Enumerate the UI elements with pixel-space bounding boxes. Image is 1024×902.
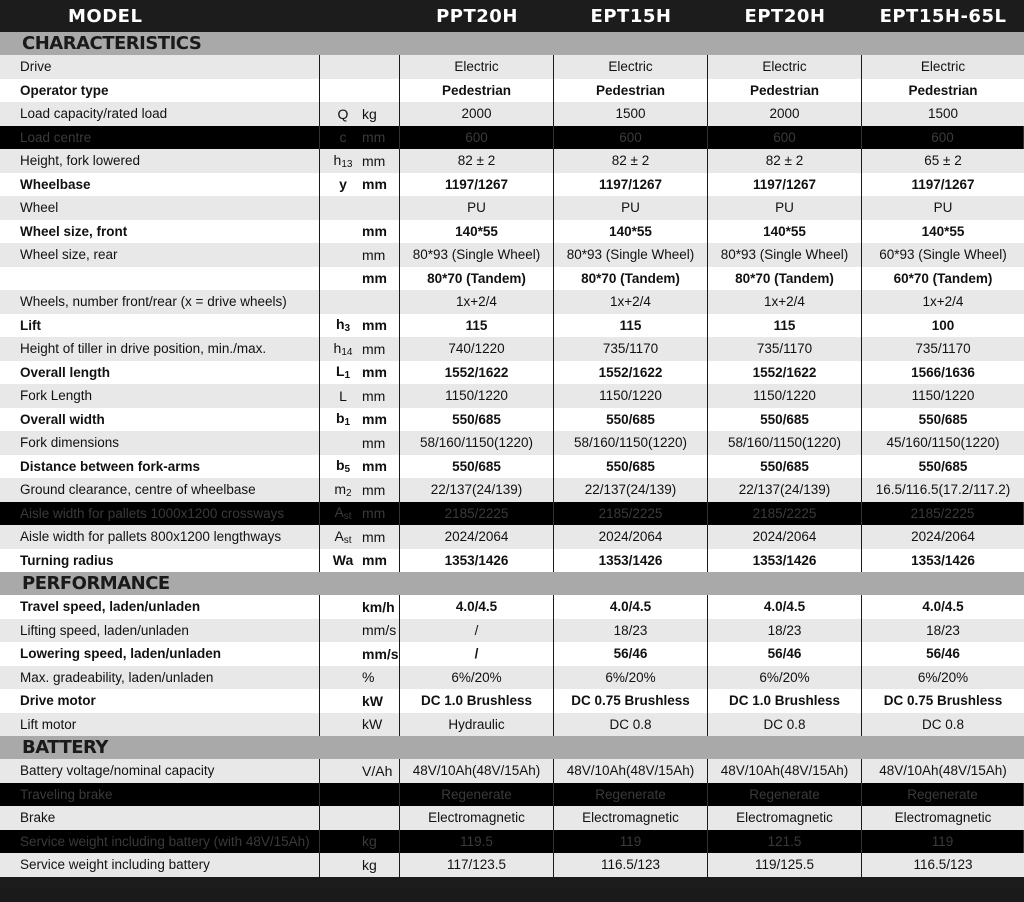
cell-value: 1197/1267 bbox=[554, 173, 708, 197]
row-label: Load capacity/rated load bbox=[0, 102, 320, 126]
cell-value: 22/137(24/139) bbox=[554, 478, 708, 502]
cell-value: 115 bbox=[708, 314, 862, 338]
cell-value: 2000 bbox=[708, 102, 862, 126]
row-unit bbox=[320, 126, 400, 150]
row-unit bbox=[320, 149, 400, 173]
cell-value: Electric bbox=[708, 55, 862, 79]
table-row bbox=[0, 689, 1024, 713]
cell-value: 550/685 bbox=[400, 408, 554, 432]
row-label: Height, fork lowered bbox=[0, 149, 320, 173]
row-unit bbox=[320, 102, 400, 126]
cell-value: 1150/1220 bbox=[400, 384, 554, 408]
row-symbol: $h_{13}$ bbox=[333, 151, 353, 170]
cell-value: 1552/1622 bbox=[400, 361, 554, 385]
row-label: Battery voltage/nominal capacity bbox=[0, 759, 320, 783]
table-row bbox=[0, 783, 1024, 807]
cell-value: 735/1170 bbox=[915, 341, 971, 357]
row-label: Wheel bbox=[0, 196, 320, 220]
table-row bbox=[0, 549, 1024, 573]
cell-value: 119/125.5 bbox=[708, 853, 862, 877]
cell-value: 1150/1220 bbox=[911, 388, 975, 404]
row-unit-text: mm bbox=[362, 528, 386, 545]
cell-value: 82 ± 2 bbox=[708, 149, 862, 173]
table-row bbox=[0, 126, 1024, 150]
footer-bar bbox=[0, 877, 1024, 889]
row-unit-text: V/Ah bbox=[362, 762, 393, 779]
cell-value: 100 bbox=[931, 317, 955, 333]
cell-value: 140*55 bbox=[921, 223, 965, 239]
table-row bbox=[0, 79, 1024, 103]
cell-value: 1566/1636 bbox=[911, 364, 975, 380]
cell-value: 4.0/4.5 bbox=[554, 595, 708, 619]
row-unit bbox=[320, 290, 400, 314]
table-header bbox=[0, 0, 1024, 32]
row-unit-text: mm bbox=[362, 364, 387, 381]
row-unit bbox=[320, 713, 400, 737]
cell-value: 80*70 (Tandem) bbox=[400, 267, 554, 291]
cell-value: PU bbox=[708, 196, 862, 220]
cell-value: Regenerate bbox=[708, 783, 862, 807]
cell-value: DC 0.8 bbox=[708, 713, 862, 737]
cell-value: 2024/2064 bbox=[708, 525, 862, 549]
cell-value: 6%/20% bbox=[708, 666, 862, 690]
cell-value: 22/137(24/139) bbox=[708, 478, 862, 502]
row-label: Ground clearance, centre of wheelbase bbox=[0, 478, 320, 502]
cell-value: 116.5/123 bbox=[554, 853, 708, 877]
table-row bbox=[0, 220, 1024, 244]
cell-value: PU bbox=[554, 196, 708, 220]
cell-value: Electromagnetic bbox=[400, 806, 554, 830]
cell-value: 6%/20% bbox=[917, 669, 969, 685]
cell-value: 65 ± 2 bbox=[924, 153, 962, 169]
cell-value: 18/23 bbox=[554, 619, 708, 643]
cell-value: 735/1170 bbox=[708, 337, 862, 361]
cell-value: 2024/2064 bbox=[400, 525, 554, 549]
cell-value: 1197/1267 bbox=[911, 176, 975, 192]
row-unit-text: mm bbox=[362, 505, 386, 522]
row-unit bbox=[320, 173, 400, 197]
cell-value: PU bbox=[400, 196, 554, 220]
row-unit bbox=[320, 455, 400, 479]
cell-value: 82 ± 2 bbox=[400, 149, 554, 173]
cell-value: Electric bbox=[400, 55, 554, 79]
section-title: PERFORMANCE bbox=[0, 572, 1024, 595]
row-unit bbox=[320, 619, 400, 643]
cell-value: DC 0.75 Brushless bbox=[883, 693, 1003, 709]
cell-value: 56/46 bbox=[708, 642, 862, 666]
table-row bbox=[0, 337, 1024, 361]
row-label: Wheelbase bbox=[0, 173, 320, 197]
cell-value: 735/1170 bbox=[554, 337, 708, 361]
row-unit-text: mm/s bbox=[362, 622, 397, 639]
model-heading: MODEL bbox=[68, 5, 143, 27]
cell-value: DC 0.8 bbox=[554, 713, 708, 737]
row-label: Lift motor bbox=[0, 713, 320, 737]
row-label: Drive motor bbox=[0, 689, 320, 713]
row-unit-text: kW bbox=[362, 716, 383, 733]
cell-value: 2000 bbox=[400, 102, 554, 126]
cell-value: 550/685 bbox=[400, 455, 554, 479]
row-unit bbox=[320, 595, 400, 619]
cell-value: / bbox=[400, 642, 554, 666]
cell-value: DC 1.0 Brushless bbox=[708, 689, 862, 713]
cell-value: Electric bbox=[554, 55, 708, 79]
row-symbol: $m_2$ bbox=[334, 480, 352, 499]
cell-value: DC 1.0 Brushless bbox=[400, 689, 554, 713]
table-row bbox=[0, 243, 1024, 267]
row-unit-text: mm bbox=[362, 270, 387, 287]
cell-value: PU bbox=[933, 200, 953, 216]
cell-value: Hydraulic bbox=[400, 713, 554, 737]
cell-value: Electromagnetic bbox=[554, 806, 708, 830]
row-label: Service weight including battery bbox=[0, 853, 320, 877]
cell-value: 58/160/1150(1220) bbox=[708, 431, 862, 455]
row-symbol: $A_{st}$ bbox=[334, 504, 352, 523]
model-col-1: PPT20H bbox=[436, 5, 518, 27]
row-unit bbox=[320, 666, 400, 690]
row-label: Overall width bbox=[0, 408, 320, 432]
table-row bbox=[0, 619, 1024, 643]
table-row bbox=[0, 173, 1024, 197]
row-unit bbox=[320, 642, 400, 666]
row-symbol: L bbox=[339, 387, 347, 404]
cell-value: 80*70 (Tandem) bbox=[554, 267, 708, 291]
row-unit-text: mm bbox=[362, 246, 386, 263]
row-label: Aisle width for pallets 1000x1200 crossways bbox=[0, 502, 320, 526]
row-symbol: $h_{14}$ bbox=[333, 339, 353, 358]
row-symbol: $b_5$ bbox=[335, 457, 351, 476]
row-label: Travel speed, laden/unladen bbox=[0, 595, 320, 619]
cell-value: 1197/1267 bbox=[708, 173, 862, 197]
row-unit bbox=[320, 853, 400, 877]
row-unit bbox=[320, 408, 400, 432]
row-unit-text: % bbox=[362, 669, 375, 686]
cell-value: 18/23 bbox=[926, 622, 960, 638]
cell-value: 80*93 (Single Wheel) bbox=[400, 243, 554, 267]
model-col-2: EPT15H bbox=[590, 5, 672, 27]
cell-value: 600 bbox=[862, 126, 1024, 150]
row-symbol: Wa bbox=[332, 552, 354, 569]
table-row bbox=[0, 759, 1024, 783]
row-unit bbox=[320, 689, 400, 713]
cell-value: 2185/2225 bbox=[400, 502, 554, 526]
row-label: Brake bbox=[0, 806, 320, 830]
row-symbol: $L_1$ bbox=[335, 363, 351, 382]
row-unit-text: mm bbox=[362, 458, 387, 475]
cell-value: 16.5/116.5(17.2/117.2) bbox=[875, 482, 1011, 498]
cell-value: 48V/10Ah(48V/15Ah) bbox=[400, 759, 554, 783]
cell-value: Electromagnetic bbox=[708, 806, 862, 830]
row-label: Distance between fork-arms bbox=[0, 455, 320, 479]
table-row bbox=[0, 525, 1024, 549]
table-row bbox=[0, 830, 1024, 854]
cell-value: 1150/1220 bbox=[708, 384, 862, 408]
cell-value: 1552/1622 bbox=[708, 361, 862, 385]
cell-value: 550/685 bbox=[554, 408, 708, 432]
cell-value: 80*93 (Single Wheel) bbox=[708, 243, 862, 267]
cell-value: 60*70 (Tandem) bbox=[893, 270, 993, 286]
cell-value: 48V/10Ah(48V/15Ah) bbox=[708, 759, 862, 783]
cell-value: 140*55 bbox=[554, 220, 708, 244]
cell-value: 18/23 bbox=[708, 619, 862, 643]
cell-value: 60*93 (Single Wheel) bbox=[879, 247, 1007, 263]
cell-value: 1x+2/4 bbox=[554, 290, 708, 314]
row-unit-text: kg bbox=[362, 856, 377, 873]
row-unit bbox=[320, 196, 400, 220]
cell-value: 1353/1426 bbox=[911, 552, 975, 568]
table-row bbox=[0, 666, 1024, 690]
row-label: Wheel size, front bbox=[0, 220, 320, 244]
cell-value: 6%/20% bbox=[554, 666, 708, 690]
row-unit bbox=[320, 220, 400, 244]
table-row bbox=[0, 431, 1024, 455]
cell-value: 550/685 bbox=[708, 455, 862, 479]
cell-value: 2024/2064 bbox=[554, 525, 708, 549]
row-label: Service weight including battery (with 48V/15Ah) bbox=[0, 830, 320, 854]
cell-value: 550/685 bbox=[708, 408, 862, 432]
row-unit-text: mm bbox=[362, 152, 386, 169]
row-label: Traveling brake bbox=[0, 783, 320, 807]
row-label: Operator type bbox=[0, 79, 320, 103]
table-row bbox=[0, 149, 1024, 173]
cell-value: Pedestrian bbox=[708, 79, 862, 103]
row-label: Aisle width for pallets 800x1200 lengthways bbox=[0, 525, 320, 549]
row-label: Wheels, number front/rear (x = drive wheels) bbox=[0, 290, 320, 314]
table-row bbox=[0, 595, 1024, 619]
row-unit bbox=[320, 806, 400, 830]
table-row bbox=[0, 806, 1024, 830]
table-row bbox=[0, 502, 1024, 526]
row-unit-text: mm bbox=[362, 411, 387, 428]
row-unit-text: mm bbox=[362, 129, 386, 146]
row-unit bbox=[320, 830, 400, 854]
cell-value: 58/160/1150(1220) bbox=[400, 431, 554, 455]
cell-value: 550/685 bbox=[554, 455, 708, 479]
cell-value: Regenerate bbox=[400, 783, 554, 807]
cell-value: 80*70 (Tandem) bbox=[708, 267, 862, 291]
row-unit-text: km/h bbox=[362, 598, 395, 615]
row-symbol: $A_{st}$ bbox=[334, 527, 352, 546]
cell-value: 4.0/4.5 bbox=[708, 595, 862, 619]
row-unit bbox=[320, 337, 400, 361]
row-unit-text: mm bbox=[362, 481, 386, 498]
table-row bbox=[0, 290, 1024, 314]
row-unit-text: kg bbox=[362, 833, 377, 850]
table-row bbox=[0, 384, 1024, 408]
cell-value: 1353/1426 bbox=[400, 549, 554, 573]
row-unit bbox=[320, 361, 400, 385]
row-symbol: $b_1$ bbox=[335, 410, 351, 429]
cell-value: 140*55 bbox=[400, 220, 554, 244]
cell-value: 58/160/1150(1220) bbox=[554, 431, 708, 455]
cell-value: 1353/1426 bbox=[554, 549, 708, 573]
table-body bbox=[0, 32, 1024, 877]
cell-value: 1x+2/4 bbox=[708, 290, 862, 314]
cell-value: Electromagnetic bbox=[894, 810, 992, 826]
row-unit-text: mm bbox=[362, 387, 386, 404]
cell-value: Pedestrian bbox=[908, 82, 978, 98]
row-unit-text: kW bbox=[362, 692, 383, 709]
row-symbol: c bbox=[339, 129, 347, 146]
cell-value: 80*93 (Single Wheel) bbox=[554, 243, 708, 267]
table-row bbox=[0, 713, 1024, 737]
cell-value: 2185/2225 bbox=[862, 502, 1024, 526]
row-unit bbox=[320, 79, 400, 103]
cell-value: 2185/2225 bbox=[554, 502, 708, 526]
cell-value: 1500 bbox=[554, 102, 708, 126]
cell-value: 140*55 bbox=[708, 220, 862, 244]
row-unit-text: mm bbox=[362, 176, 387, 193]
cell-value: 1150/1220 bbox=[554, 384, 708, 408]
cell-value: 740/1220 bbox=[400, 337, 554, 361]
cell-value: DC 0.75 Brushless bbox=[554, 689, 708, 713]
row-unit bbox=[320, 243, 400, 267]
cell-value: 56/46 bbox=[926, 646, 960, 662]
cell-value: Pedestrian bbox=[554, 79, 708, 103]
cell-value: / bbox=[400, 619, 554, 643]
row-unit bbox=[320, 525, 400, 549]
row-label: Wheel size, rear bbox=[0, 243, 320, 267]
row-unit bbox=[320, 267, 400, 291]
cell-value: 56/46 bbox=[554, 642, 708, 666]
model-col-3: EPT20H bbox=[744, 5, 826, 27]
table-row bbox=[0, 102, 1024, 126]
row-label: Fork Length bbox=[0, 384, 320, 408]
cell-value: 119 bbox=[554, 830, 708, 854]
table-row bbox=[0, 455, 1024, 479]
cell-value: 4.0/4.5 bbox=[400, 595, 554, 619]
cell-value: 82 ± 2 bbox=[554, 149, 708, 173]
cell-value: 22/137(24/139) bbox=[400, 478, 554, 502]
row-unit bbox=[320, 55, 400, 79]
cell-value: 45/160/1150(1220) bbox=[886, 435, 1000, 451]
cell-value: 6%/20% bbox=[400, 666, 554, 690]
row-unit-text: mm/s bbox=[362, 645, 399, 662]
row-symbol: Q bbox=[337, 105, 349, 122]
cell-value: 4.0/4.5 bbox=[922, 599, 964, 615]
table-row bbox=[0, 267, 1024, 291]
row-unit bbox=[320, 314, 400, 338]
row-label bbox=[0, 267, 320, 291]
cell-value: 115 bbox=[400, 314, 554, 338]
cell-value: DC 0.8 bbox=[921, 716, 965, 732]
cell-value: 119 bbox=[862, 830, 1024, 854]
cell-value: 48V/10Ah(48V/15Ah) bbox=[554, 759, 708, 783]
cell-value: 1x+2/4 bbox=[922, 294, 964, 310]
table-row bbox=[0, 314, 1024, 338]
table-row bbox=[0, 408, 1024, 432]
table-row bbox=[0, 55, 1024, 79]
table-row bbox=[0, 196, 1024, 220]
table-row bbox=[0, 478, 1024, 502]
cell-value: 1500 bbox=[927, 106, 959, 122]
row-label: Overall length bbox=[0, 361, 320, 385]
cell-value: 1552/1622 bbox=[554, 361, 708, 385]
cell-value: 1353/1426 bbox=[708, 549, 862, 573]
row-unit-text: mm bbox=[362, 552, 387, 569]
row-unit-text: mm bbox=[362, 223, 387, 240]
row-label: Load centre bbox=[0, 126, 320, 150]
cell-value: 550/685 bbox=[918, 458, 968, 474]
row-unit bbox=[320, 549, 400, 573]
cell-value: 600 bbox=[554, 126, 708, 150]
row-unit bbox=[320, 431, 400, 455]
table-row bbox=[0, 642, 1024, 666]
section-title: CHARACTERISTICS bbox=[0, 32, 1024, 55]
cell-value: 119.5 bbox=[400, 830, 554, 854]
cell-value: Electric bbox=[920, 59, 966, 75]
row-unit-text: kg bbox=[362, 105, 377, 122]
row-unit bbox=[320, 502, 400, 526]
row-label: Turning radius bbox=[0, 549, 320, 573]
row-label: Max. gradeability, laden/unladen bbox=[0, 666, 320, 690]
cell-value: 117/123.5 bbox=[400, 853, 554, 877]
row-symbol: $h_3$ bbox=[335, 316, 351, 335]
row-label: Lifting speed, laden/unladen bbox=[0, 619, 320, 643]
cell-value: 1197/1267 bbox=[400, 173, 554, 197]
cell-value: 2024/2064 bbox=[911, 529, 975, 545]
cell-value: 600 bbox=[708, 126, 862, 150]
table-row bbox=[0, 853, 1024, 877]
cell-value: 48V/10Ah(48V/15Ah) bbox=[879, 763, 1007, 779]
row-label: Lowering speed, laden/unladen bbox=[0, 642, 320, 666]
section-title: BATTERY bbox=[0, 736, 1024, 759]
table-row bbox=[0, 361, 1024, 385]
cell-value: 550/685 bbox=[918, 411, 968, 427]
model-col-4: EPT15H-65L bbox=[879, 5, 1007, 27]
row-unit bbox=[320, 478, 400, 502]
row-unit bbox=[320, 783, 400, 807]
cell-value: Regenerate bbox=[554, 783, 708, 807]
cell-value: 121.5 bbox=[708, 830, 862, 854]
cell-value: 600 bbox=[400, 126, 554, 150]
row-symbol: y bbox=[339, 176, 347, 193]
row-unit-text: mm bbox=[362, 317, 387, 334]
cell-value: 1x+2/4 bbox=[400, 290, 554, 314]
row-label: Fork dimensions bbox=[0, 431, 320, 455]
row-label: Lift bbox=[0, 314, 320, 338]
cell-value: 115 bbox=[554, 314, 708, 338]
cell-value: 2185/2225 bbox=[708, 502, 862, 526]
row-label: Drive bbox=[0, 55, 320, 79]
cell-value: 116.5/123 bbox=[913, 857, 973, 873]
row-label: Height of tiller in drive position, min./max. bbox=[0, 337, 320, 361]
row-unit bbox=[320, 759, 400, 783]
row-unit-text: mm bbox=[362, 434, 386, 451]
row-unit bbox=[320, 384, 400, 408]
row-unit-text: mm bbox=[362, 340, 386, 357]
cell-value: Pedestrian bbox=[400, 79, 554, 103]
cell-value: Regenerate bbox=[862, 783, 1024, 807]
